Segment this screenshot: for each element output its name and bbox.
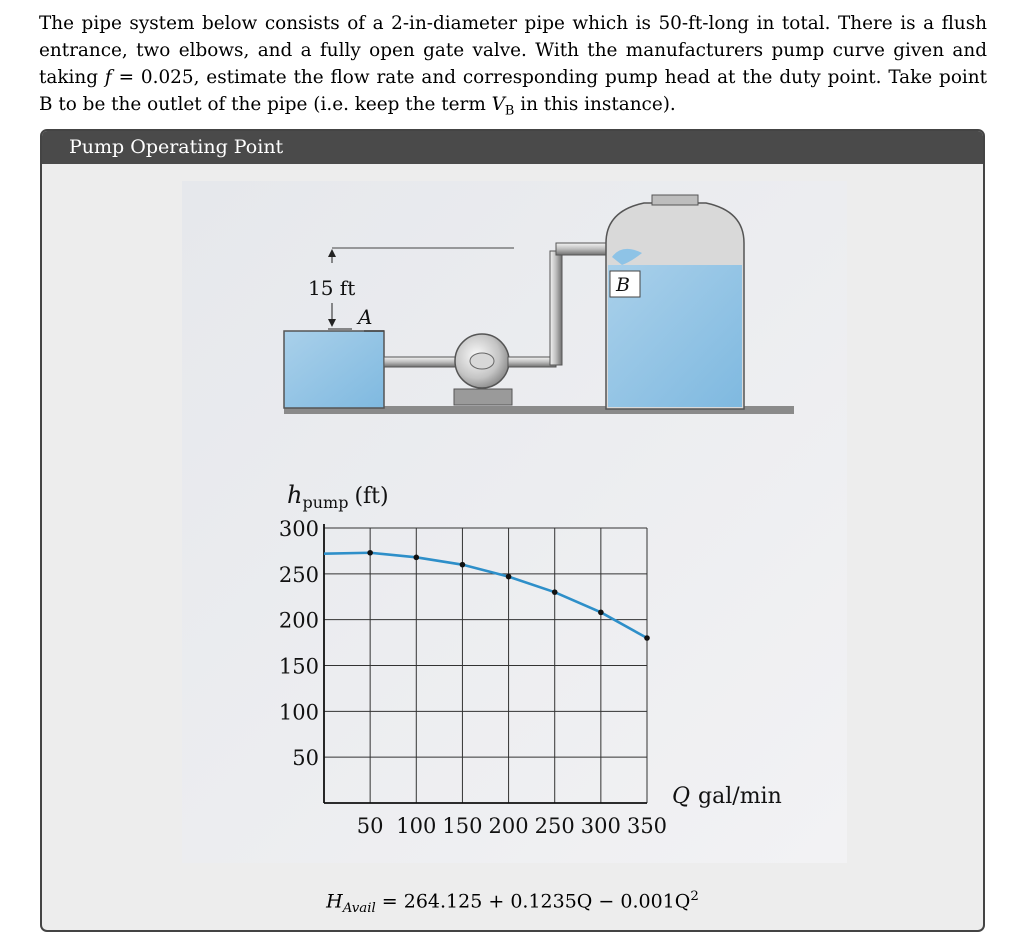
formula-rhs: = 264.125 + 0.1235Q − 0.001Q xyxy=(375,890,691,913)
point-a-label: A xyxy=(358,305,373,329)
y-tick-label: 250 xyxy=(278,562,319,587)
data-point xyxy=(552,589,558,595)
y-axis-label: $h_{pump}$ (ft) xyxy=(287,481,389,512)
data-point xyxy=(460,562,466,568)
height-label: 15 ft xyxy=(308,276,356,300)
y-tick-label: 50 xyxy=(292,746,319,771)
formula-lhs: H xyxy=(326,890,343,913)
x-tick-label: 300 xyxy=(580,814,621,838)
point-b-label: B xyxy=(616,274,630,296)
x-tick-label: 150 xyxy=(442,814,483,838)
x-axis-label: Q gal/min xyxy=(672,784,782,809)
problem-text-2: = 0.025, estimate the flow rate and corresponding pump head at the duty point. Take point B to be the outlet of the pipe (i.e. keep the term xyxy=(39,67,988,115)
y-tick-label: 150 xyxy=(278,654,319,679)
available-head-formula xyxy=(42,889,983,916)
y-tick-label: 100 xyxy=(278,700,319,725)
data-point xyxy=(367,550,373,556)
velocity-symbol: V xyxy=(491,94,505,115)
panel-title: Pump Operating Point xyxy=(42,131,983,164)
formula-rhs-sup: 2 xyxy=(690,889,699,904)
y-tick-label: 300 xyxy=(278,517,319,541)
reservoir-a xyxy=(284,331,384,408)
discharge-pipe-vertical xyxy=(550,251,562,365)
x-tick-label: 100 xyxy=(396,814,437,838)
data-point xyxy=(413,555,419,561)
formula-lhs-sub: Avail xyxy=(342,901,376,917)
x-tick-label: 250 xyxy=(534,814,575,838)
data-point xyxy=(598,610,604,616)
problem-text-1: The pipe system below consists of a 2-in-diameter pipe which is 50-ft-long in total. There is a flush entrance, two elbows, and a fully open gate valve. With the manufacturers pump curve given and taking xyxy=(39,13,987,88)
data-point xyxy=(506,574,512,580)
x-tick-label: 200 xyxy=(488,814,529,838)
velocity-subscript: B xyxy=(504,103,515,119)
discharge-pipe-horizontal xyxy=(508,357,556,367)
pump-operating-point-panel xyxy=(40,129,985,932)
x-tick-label: 50 xyxy=(356,814,384,838)
data-point xyxy=(644,635,650,641)
problem-statement xyxy=(39,10,987,125)
pump-base xyxy=(454,389,512,405)
textbook-figure xyxy=(182,181,847,863)
x-tick-label: 350 xyxy=(626,814,668,838)
y-tick-label: 200 xyxy=(278,608,319,633)
discharge-pipe-top xyxy=(556,243,612,255)
friction-symbol: f xyxy=(104,67,112,88)
problem-text-3: in this instance). xyxy=(514,94,676,115)
